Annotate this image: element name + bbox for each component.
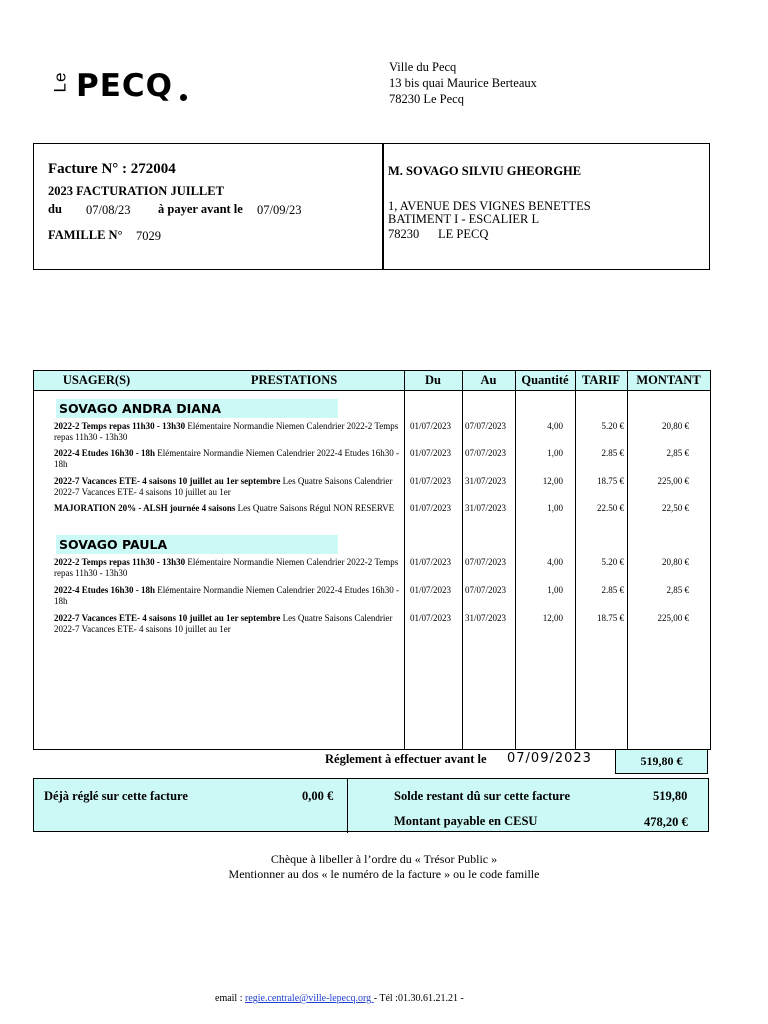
customer-address-1: 1, AVENUE DES VIGNES BENETTES [388,199,591,213]
header-au: Au [480,373,497,387]
total-amount: 519,80 € [615,749,708,774]
header-du: Du [425,373,441,387]
cell-date-to: 31/07/2023 [465,503,507,513]
invoice-number: Facture N° : 272004 [48,161,176,177]
cesu-value: 478,20 € [644,815,688,829]
header-tarif: TARIF [582,373,620,387]
mention-note: Mentionner au dos « le numéro de la facture » ou le code famille [228,867,540,881]
cell-montant: 2,85 € [666,585,689,595]
cell-date-from: 01/07/2023 [410,476,452,486]
invoice-du-label: du [48,202,62,216]
header-usager: USAGER(S) [62,373,131,387]
email-label: email : [215,993,245,1004]
customer-city: LE PECQ [438,227,489,241]
prestation-title: 2022-2 Temps repas 11h30 - 13h30 [54,421,186,431]
cell-date-to: 07/07/2023 [465,557,507,567]
family-number: 7029 [136,229,161,243]
table-header [34,371,710,391]
cell-date-from: 01/07/2023 [410,557,452,567]
prestation-detail: Les Quatre Saisons Régul NON RESERVE [235,503,395,513]
cell-date-from: 01/07/2023 [410,613,452,623]
customer-name: M. SOVAGO SILVIU GHEORGHE [388,164,582,178]
email-link[interactable]: regie.centrale@ville-lepecq.org [245,993,374,1004]
prestation-title: 2022-7 Vacances ETE- 4 saisons 10 juillet au 1er septembre [54,613,281,623]
cesu-label: Montant payable en CESU [394,814,538,828]
cell-date-from: 01/07/2023 [410,585,452,595]
cheque-note: Chèque à libeller à l’ordre du « Trésor Public » [270,852,498,866]
cell-tarif: 18.75 € [597,613,624,623]
le-pecq-logo [50,66,196,110]
logo-dot-icon [180,94,187,101]
cell-tarif: 5.20 € [601,557,624,567]
cell-date-to: 07/07/2023 [465,585,507,595]
payment-summary-box [33,778,709,832]
phone: - Tél :01.30.61.21.21 - [373,993,464,1004]
usager-name: SOVAGO PAULA [56,535,338,554]
cell-quantity: 1,00 [547,503,563,513]
invoice-month: 2023 FACTURATION JUILLET [48,184,224,198]
cell-quantity: 1,00 [547,448,563,458]
reglement-date: 07/09/2023 [507,751,592,766]
header-prestations: PRESTATIONS [250,373,338,387]
header-montant: MONTANT [636,373,701,387]
customer-address-2: BATIMENT I - ESCALIER L [388,211,540,226]
header-divider [382,144,384,269]
prestation-description [54,503,404,514]
col-divider [462,371,463,749]
cell-montant: 20,80 € [662,557,689,567]
reglement-label: Réglement à effectuer avant le [325,752,487,766]
prestation-detail: Elémentaire Normandie Niemen Calendrier 2022-2 Temps repas 11h30 - 13h30 [54,557,399,578]
cell-quantity: 4,00 [547,421,563,431]
prestation-title: 2022-2 Temps repas 11h30 - 13h30 [54,557,186,567]
cell-montant: 225,00 € [657,613,689,623]
prestation-description [54,613,404,635]
cell-tarif: 2.85 € [601,585,624,595]
footer [215,993,464,1004]
cell-quantity: 4,00 [547,557,563,567]
prestation-description [54,448,404,470]
customer-zip: 78230 [388,227,420,241]
cell-montant: 20,80 € [662,421,689,431]
sender-line-3: 78230 Le Pecq [389,92,464,106]
pay-before-label: à payer avant le [158,202,243,216]
cell-montant: 22,50 € [662,503,689,513]
prestation-description [54,585,404,607]
cell-tarif: 5.20 € [601,421,624,431]
customer-address [388,200,591,225]
prestation-description [54,421,404,443]
prestation-detail: Elémentaire Normandie Niemen Calendrier 2022-4 Etudes 16h30 - 18h [54,585,399,606]
cell-montant: 225,00 € [657,476,689,486]
cell-quantity: 1,00 [547,585,563,595]
cell-tarif: 22.50 € [597,503,624,513]
cell-date-to: 31/07/2023 [465,476,507,486]
cell-tarif: 18.75 € [597,476,624,486]
col-divider [404,371,405,749]
cell-date-to: 31/07/2023 [465,613,507,623]
logo-pecq: PECQ [76,68,173,104]
cell-montant: 2,85 € [666,448,689,458]
sender-line-2: 13 bis quai Maurice Berteaux [389,76,537,90]
due-date: 07/09/23 [257,203,302,217]
solde-value: 519,80 [653,789,688,803]
cell-date-to: 07/07/2023 [465,421,507,431]
prestation-description [54,476,404,498]
prestation-detail: Les Quatre Saisons Calendrier 2022-7 Vacances ETE- 4 saisons 10 juillet au 1er [54,476,393,497]
summary-divider [347,779,348,833]
invoice-date: 07/08/23 [86,203,131,217]
cell-date-from: 01/07/2023 [410,503,452,513]
solde-label: Solde restant dû sur cette facture [394,789,571,803]
cell-quantity: 12,00 [542,476,563,486]
deja-regle-value: 0,00 € [302,789,334,803]
prestations-table [33,370,711,750]
prestation-title: 2022-7 Vacances ETE- 4 saisons 10 juillet au 1er septembre [54,476,281,486]
usager-name: SOVAGO ANDRA DIANA [56,399,338,418]
prestation-description [54,557,404,579]
cell-date-from: 01/07/2023 [410,421,452,431]
deja-regle-label: Déjà réglé sur cette facture [44,789,188,803]
cell-date-from: 01/07/2023 [410,448,452,458]
logo-le: Le [50,71,70,93]
header-quantite: Quantité [521,373,569,387]
cell-quantity: 12,00 [542,613,563,623]
prestation-detail: Elémentaire Normandie Niemen Calendrier 2022-4 Etudes 16h30 - 18h [54,448,399,469]
prestation-title: 2022-4 Etudes 16h30 - 18h [54,585,156,595]
cell-date-to: 07/07/2023 [465,448,507,458]
prestation-detail: Elémentaire Normandie Niemen Calendrier 2022-2 Temps repas 11h30 - 13h30 [54,421,399,442]
prestation-detail: Les Quatre Saisons Calendrier 2022-7 Vacances ETE- 4 saisons 10 juillet au 1er [54,613,393,634]
family-label: FAMILLE N° [48,228,123,242]
prestation-title: 2022-4 Etudes 16h30 - 18h [54,448,156,458]
cell-tarif: 2.85 € [601,448,624,458]
sender-line-1: Ville du Pecq [389,60,457,74]
sender-address [389,59,537,107]
prestation-title: MAJORATION 20% - ALSH journée 4 saisons [54,503,236,513]
